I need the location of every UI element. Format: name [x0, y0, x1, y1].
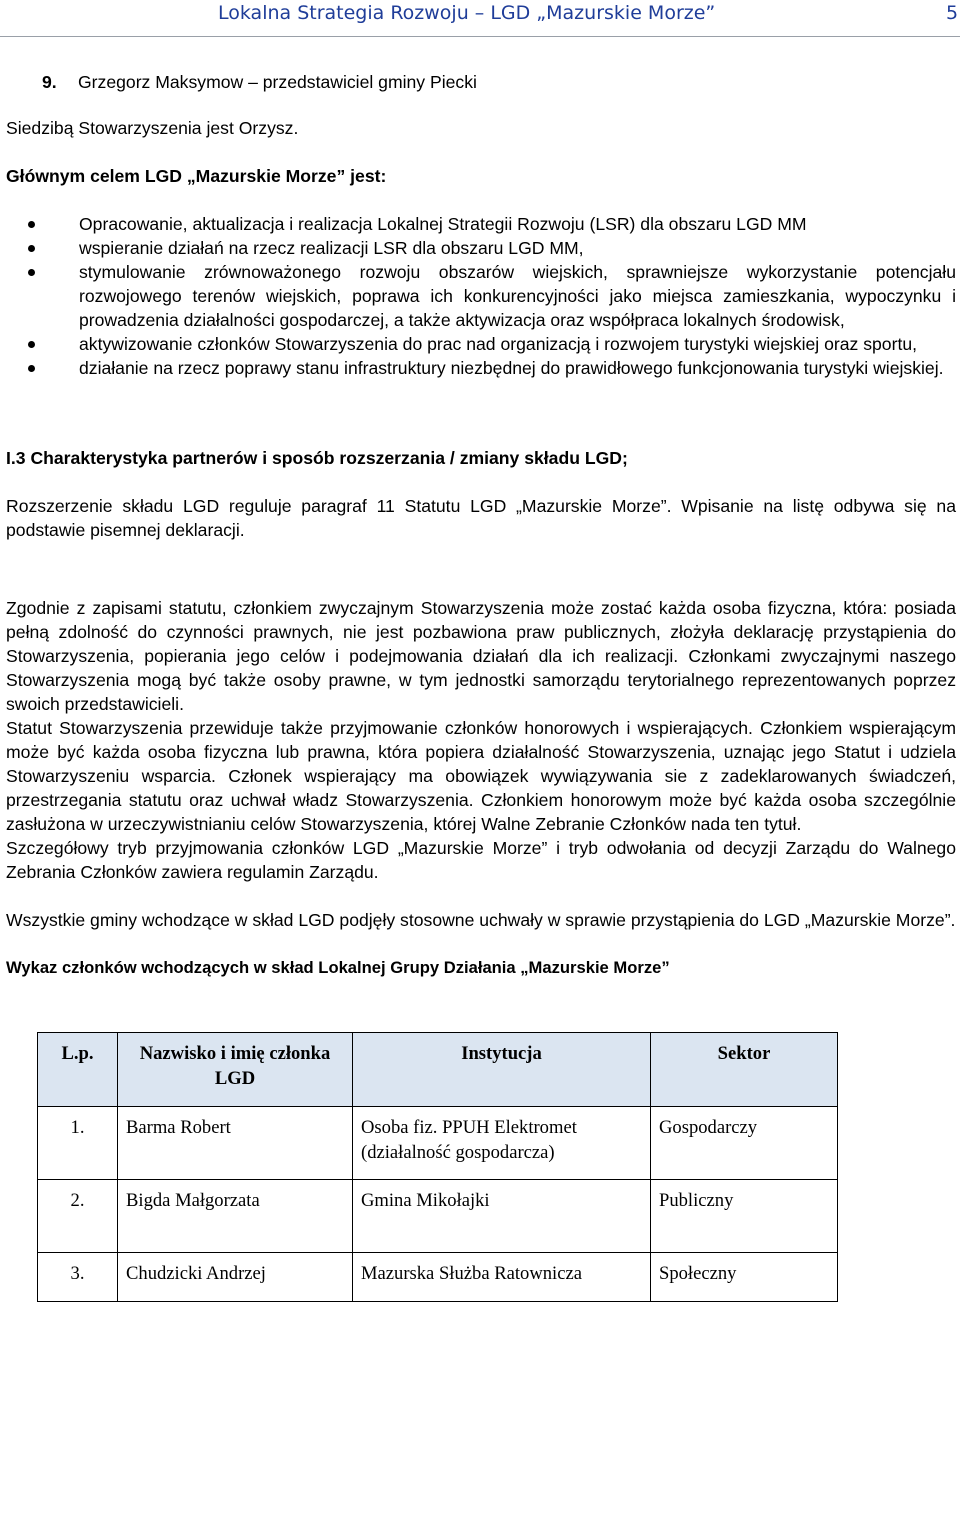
goal-item-text: stymulowanie zrównoważonego rozwoju obszarów wiejskich, sprawniejsze wykorzystanie potencjału rozwojowego terenów wiejskich, poprawa ich konkurencyjności jako miejsca zamieszkania, wypoczynku i prowadzenia działalności gospodarczej, a także aktywizacja oraz współpraca lokalnych środowisk, — [79, 262, 956, 330]
cell-institution: Gmina Mikołajki — [353, 1180, 651, 1253]
cell-sector: Społeczny — [651, 1253, 838, 1302]
members-table — [37, 1032, 838, 1302]
table-row — [38, 1180, 838, 1253]
goal-item — [6, 212, 956, 236]
cell-lp: 3. — [38, 1253, 118, 1302]
table-row — [38, 1107, 838, 1180]
member-item-text: Grzegorz Maksymow – przedstawiciel gminy Piecki — [78, 72, 477, 92]
goal-item — [6, 260, 956, 332]
cell-institution: Mazurska Służba Ratownicza — [353, 1253, 651, 1302]
goal-heading: Głównym celem LGD „Mazurskie Morze” jest: — [6, 166, 387, 186]
cell-sector: Gospodarczy — [651, 1107, 838, 1180]
table-header-row — [38, 1033, 838, 1107]
seat-paragraph: Siedzibą Stowarzyszenia jest Orzysz. — [6, 118, 299, 138]
table-row — [38, 1253, 838, 1302]
cell-lp: 1. — [38, 1107, 118, 1180]
document-body — [6, 70, 956, 1302]
cell-lp: 2. — [38, 1180, 118, 1253]
goal-item-text: działanie na rzecz poprawy stanu infrastruktury niezbędnej do prawidłowego funkcjonowania turystyki wiejskiej. — [79, 358, 944, 378]
header-sector: Sektor — [651, 1033, 838, 1107]
admission-procedure-paragraph: Szczegółowy tryb przyjmowania członków LGD „Mazurskie Morze” i tryb odwołania od decyzji Zarządu do Walnego Zebrania Członków zawiera regulamin Zarządu. — [6, 838, 956, 882]
cell-sector: Publiczny — [651, 1180, 838, 1253]
header-lp: L.p. — [38, 1033, 118, 1107]
page-header — [0, 0, 960, 37]
goal-item-text: Opracowanie, aktualizacja i realizacja Lokalnej Strategii Rozwoju (LSR) dla obszaru LGD MM — [79, 214, 807, 234]
section-intro: Rozszerzenie składu LGD reguluje paragraf 11 Statutu LGD „Mazurskie Morze”. Wpisanie na listę odbywa się na podstawie pisemnej deklaracji. — [6, 496, 956, 540]
bullet-icon — [28, 269, 35, 276]
goal-item — [6, 332, 956, 356]
bullet-icon — [28, 245, 35, 252]
member-list-heading: Wykaz członków wchodzących w skład Lokalnej Grupy Działania „Mazurskie Morze” — [6, 958, 670, 977]
header-institution: Instytucja — [353, 1033, 651, 1107]
member-list-item — [6, 70, 956, 94]
bullet-icon — [28, 341, 35, 348]
member-item-number: 9. — [42, 72, 57, 92]
bullet-icon — [28, 365, 35, 372]
bullet-icon — [28, 221, 35, 228]
page-number: 5 — [946, 2, 959, 24]
section-heading: I.3 Charakterystyka partnerów i sposób rozszerzania / zmiany składu LGD; — [6, 448, 628, 468]
goal-item — [6, 236, 956, 260]
goal-item — [6, 356, 956, 380]
header-title: Lokalna Strategia Rozwoju – LGD „Mazurskie Morze” — [218, 2, 716, 24]
cell-institution: Osoba fiz. PPUH Elektromet (działalność gospodarcza) — [353, 1107, 651, 1180]
cell-name: Chudzicki Andrzej — [118, 1253, 353, 1302]
goals-list — [6, 212, 956, 380]
membership-types-paragraph: Statut Stowarzyszenia przewiduje także przyjmowanie członków honorowych i wspierających. Członkiem wspierającym może być każda osoba fizyczna lub prawna, która popiera działalność Stowarzyszenia, uznając jego Statut i udziela Stowarzyszeniu wsparcia. Członek wspierający ma obowiązek wywiązywania sie z zadeklarowanych świadczeń, przestrzegania statutu oraz uchwał władz Stowarzyszenia. Członkiem honorowym może być każda osoba szczególnie zasłużona w urzeczywistnianiu celów Stowarzyszenia, której Walne Zebranie Członków nada ten tytuł. — [6, 718, 956, 834]
cell-name: Bigda Małgorzata — [118, 1180, 353, 1253]
statute-paragraph: Zgodnie z zapisami statutu, członkiem zwyczajnym Stowarzyszenia może zostać każda osoba fizyczna, która: posiada pełną zdolność do czynności prawnych, nie jest pozbawiona praw publicznych, złożyła deklarację przystąpienia do Stowarzyszenia, popierania jego celów i podejmowania działań dla ich realizacji. Członkami zwyczajnymi naszego Stowarzyszenia mogą być także osoby prawne, w tym jednostki samorządu terytorialnego reprezentowanych poprzez swoich przedstawicieli. — [6, 598, 956, 714]
header-name: Nazwisko i imię członka LGD — [118, 1033, 353, 1107]
municipalities-paragraph: Wszystkie gminy wchodzące w skład LGD podjęły stosowne uchwały w sprawie przystąpienia do LGD „Mazurskie Morze”. — [6, 910, 956, 930]
goal-item-text: aktywizowanie członków Stowarzyszenia do prac nad organizacją i rozwojem turystyki wiejskiej oraz sportu, — [79, 334, 918, 354]
cell-name: Barma Robert — [118, 1107, 353, 1180]
goal-item-text: wspieranie działań na rzecz realizacji LSR dla obszaru LGD MM, — [79, 238, 584, 258]
